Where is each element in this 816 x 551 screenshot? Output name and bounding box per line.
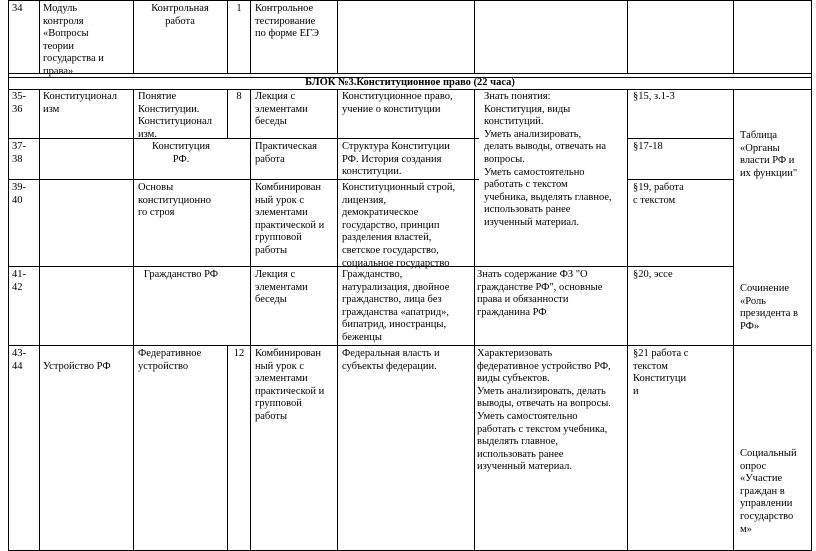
row-35-homework: §15, з.1-3 [633, 91, 675, 102]
row-43-hours: 12 [233, 348, 245, 359]
column-divider [39, 0, 40, 73]
row-35-content: Конституционное право, учение о конституции [342, 91, 453, 115]
row-43-number: 43- 44 [12, 348, 26, 372]
row-43-content: Федеральная власть и субъекты федерации. [342, 348, 440, 372]
row-41-content: Гражданство, натурализация, двойное гражданство, лица без гражданства «апатрид», бипатрид, иностранцы, беженцы [342, 269, 450, 343]
row-35-lesson-type: Лекция с элементами беседы [255, 91, 308, 128]
row-34-lesson-type: Контрольное тестирование по форме ЕГЭ [255, 3, 319, 40]
column-divider [337, 89, 338, 550]
row-divider [627, 138, 733, 139]
row-35-topic: Конституционал изм [43, 91, 118, 115]
row-divider [8, 345, 812, 346]
column-divider [250, 89, 251, 550]
column-divider [133, 0, 134, 73]
row-41-lesson-type: Лекция с элементами беседы [255, 269, 308, 306]
column-divider [133, 89, 134, 550]
row-34-hours: 1 [236, 3, 242, 14]
row-37-lesson: Конституция РФ. [152, 141, 210, 165]
column-divider [250, 0, 251, 73]
column-divider [733, 0, 734, 73]
note-essay-president: Сочинение «Роль президента в РФ» [740, 283, 799, 332]
row-37-homework: §17-18 [633, 141, 663, 152]
row-divider [627, 179, 733, 180]
note-table-authorities: Таблица «Органы власти РФ и их функции" [740, 130, 798, 179]
row-37-content: Структура Конституции РФ. История создания конституции. [342, 141, 450, 178]
column-divider [733, 89, 734, 550]
row-43-skills: Характеризовать федеративное устройство РФ, виды субъектов. Уметь анализировать, делать выводы, отвечать на вопросы. Уметь самостоятельно работать с текстом учебника, выделять главное, использовать ранее изученный материал. [477, 348, 611, 473]
row-35-number: 35- 36 [12, 91, 26, 115]
row-41-skills: Знать содержание ФЗ "О гражданстве РФ", основные права и обязанности гражданина РФ [477, 269, 603, 318]
skills-block-constitution: Знать понятия: Конституция, виды конституций. Уметь анализировать, делать выводы, отвечать на вопросы. Уметь самостоятельно работать с текстом учебника, выделять главное, использовать ранее изученный материал. [484, 91, 612, 228]
row-41-number: 41- 42 [12, 269, 26, 293]
row-divider [8, 138, 479, 139]
note-social-survey: Социальный опрос «Участие граждан в управлении государство м» [740, 448, 797, 535]
row-41-lesson: Гражданство РФ [143, 269, 219, 280]
row-35-lesson: Понятие Конституции. Конституционал изм. [138, 91, 213, 140]
row-divider [8, 73, 812, 74]
row-39-homework: §19, работа с текстом [633, 182, 684, 206]
row-39-content: Конституционный строй, лицензия, демократическое государство, принцип разделения властей, светское государство, социальное государство [342, 182, 456, 269]
column-divider [474, 0, 475, 73]
row-37-lesson-type: Практическая работа [255, 141, 317, 165]
table-border-top [8, 0, 812, 1]
row-43-homework: §21 работа с текстом Конституци и [633, 348, 689, 397]
row-37-number: 37- 38 [12, 141, 26, 165]
row-39-lesson-type: Комбинирован ный урок с элементами практической и групповой работы [255, 182, 325, 256]
column-divider [627, 89, 628, 550]
column-divider [337, 0, 338, 73]
row-34-topic: Модуль контроля «Вопросы теории государства и права» [43, 3, 104, 77]
row-34-lesson: Контрольная работа [151, 3, 209, 27]
row-39-lesson: Основы конституционно го строя [138, 182, 211, 219]
column-divider [227, 345, 228, 550]
column-divider [474, 89, 475, 550]
column-divider [39, 89, 40, 550]
row-35-hours: 8 [236, 91, 242, 102]
block-title: БЛОК №3.Конституционное право (22 часа) [305, 77, 515, 88]
row-divider [8, 179, 479, 180]
row-39-number: 39- 40 [12, 182, 26, 206]
row-43-topic: Устройство РФ [43, 361, 111, 372]
row-43-lesson: Федеративное устройство [138, 348, 202, 372]
row-43-lesson-type: Комбинирован ный урок с элементами практической и групповой работы [255, 348, 325, 422]
row-41-homework: §20, эссе [633, 269, 673, 280]
column-divider [627, 0, 628, 73]
row-34-number: 34 [12, 3, 23, 14]
